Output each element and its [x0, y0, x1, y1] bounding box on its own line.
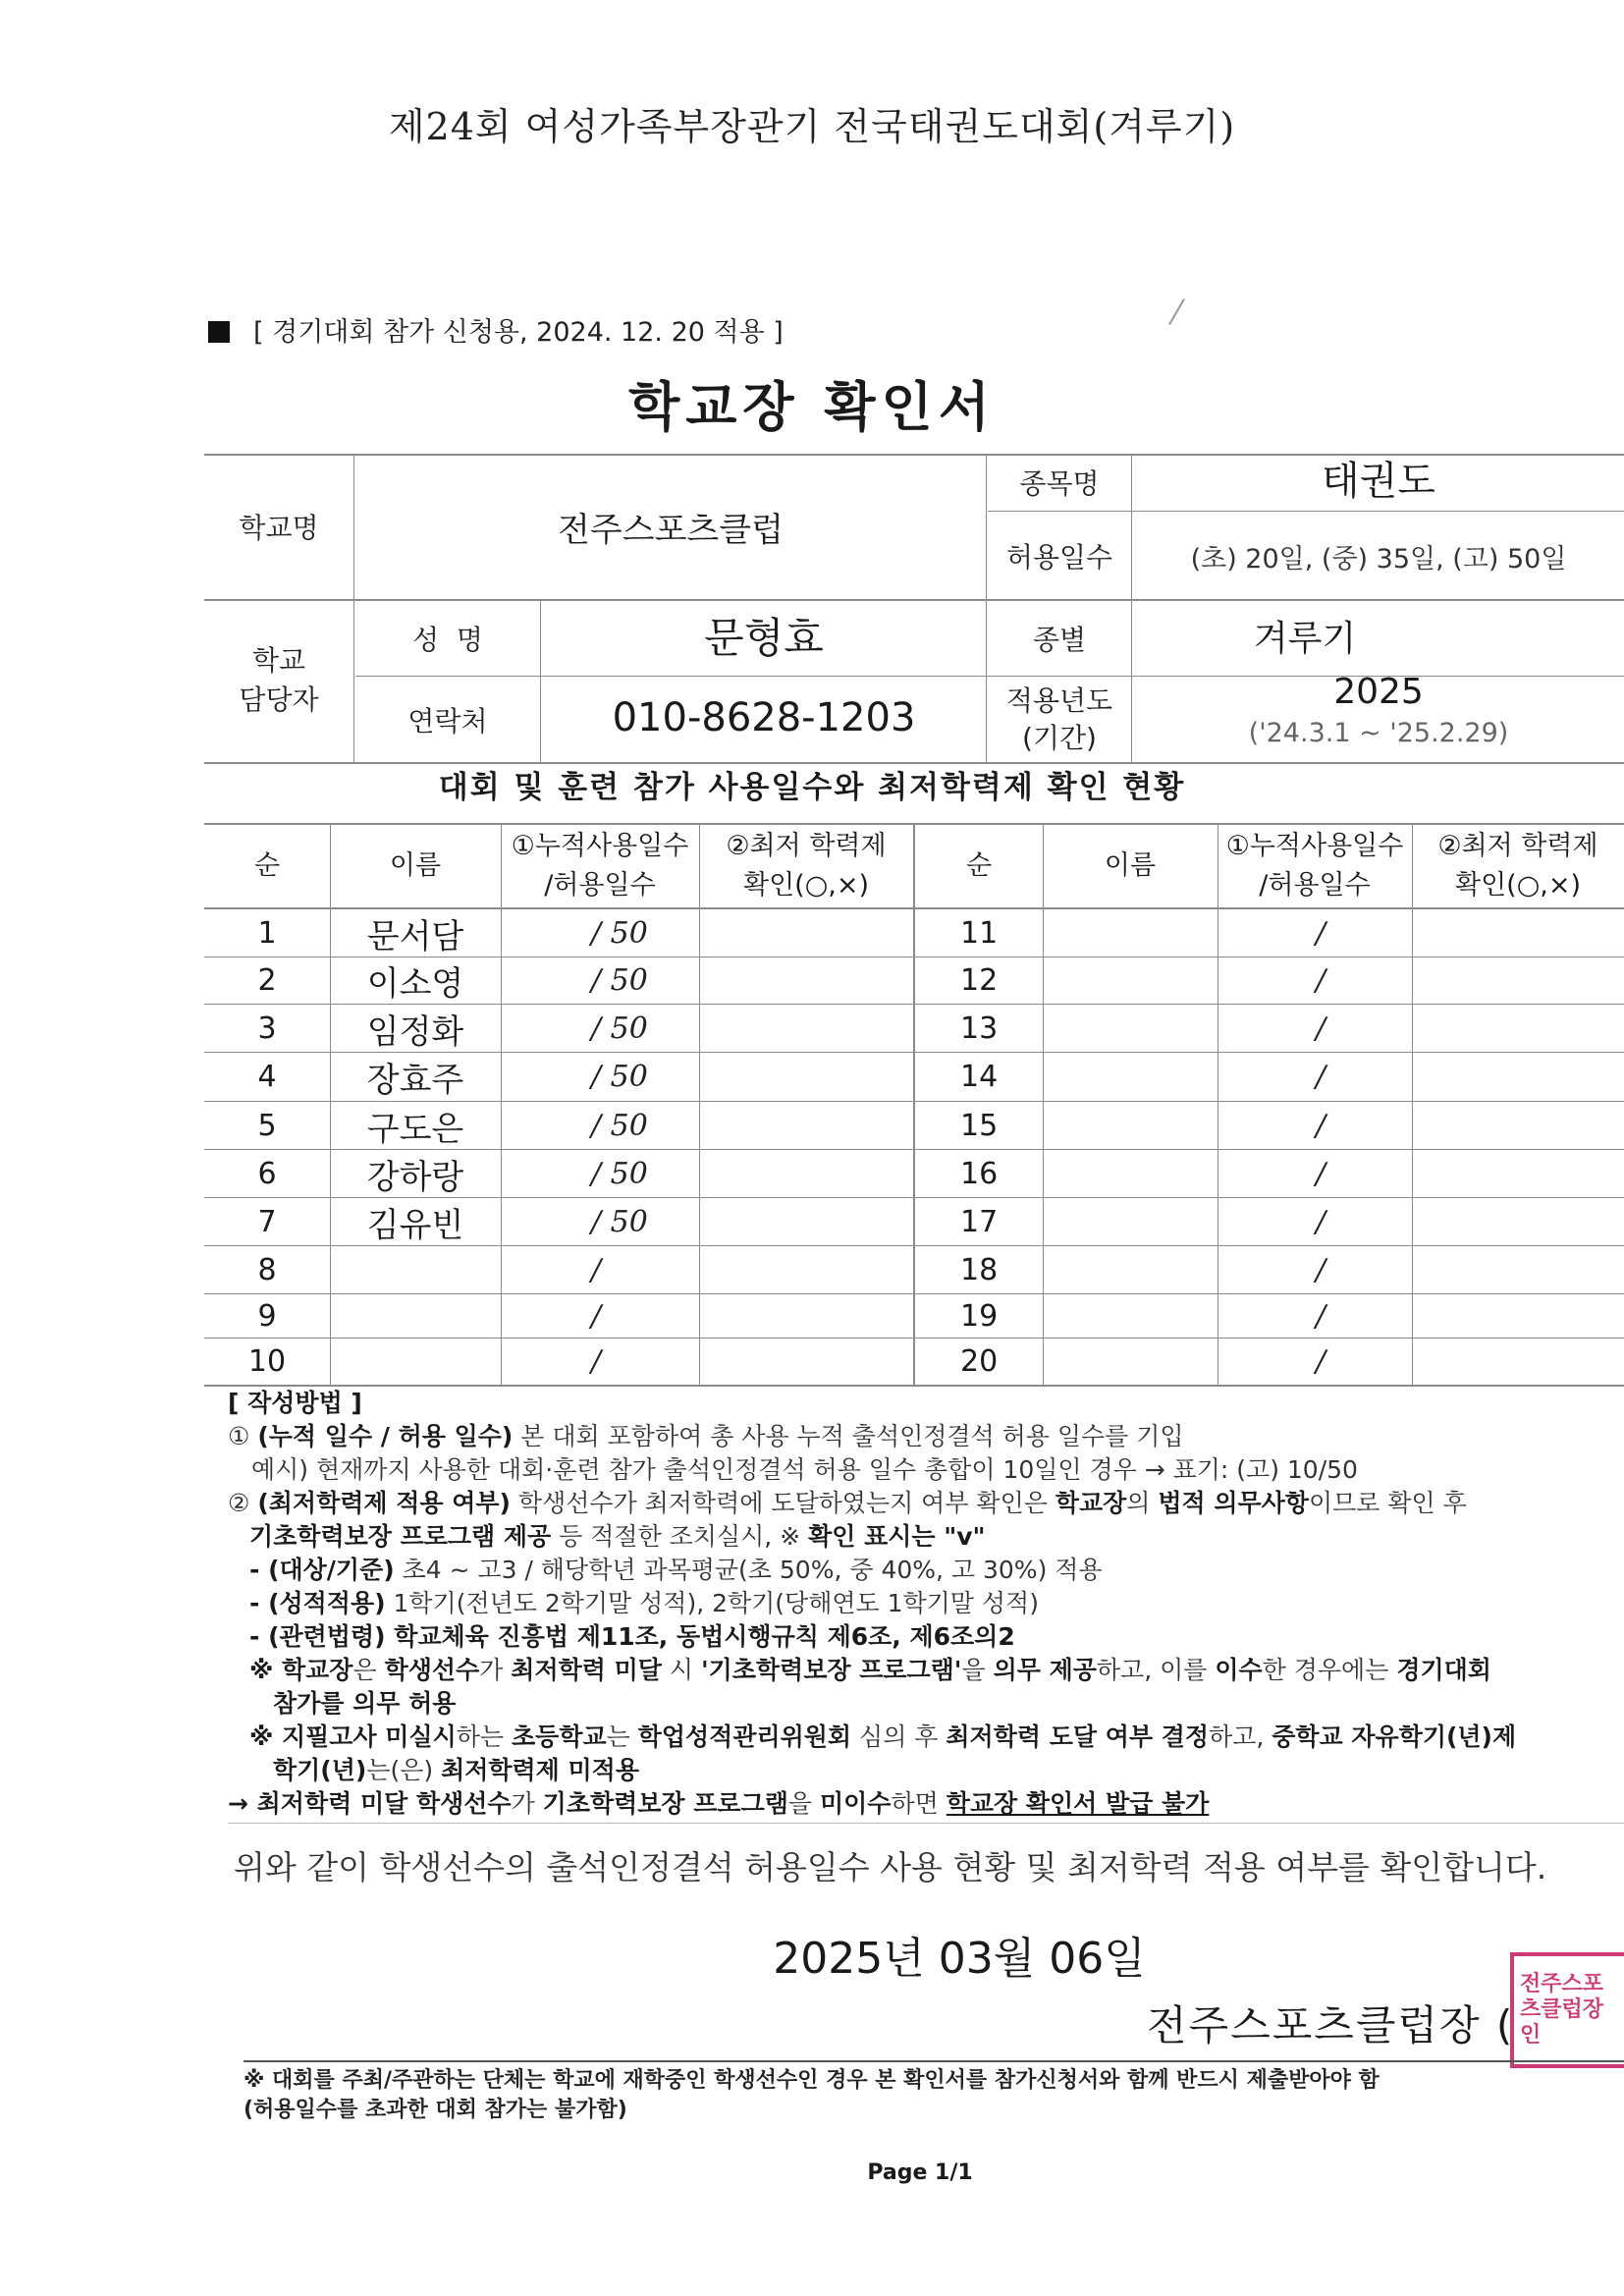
category-value: 겨루기: [1253, 618, 1357, 659]
header-check-left: [699, 825, 913, 907]
table-title: 대회 및 훈련 참가 사용일수와 최저학력제 확인 현황: [438, 770, 1186, 805]
row-number: 10: [247, 1344, 287, 1379]
square-bullet-icon: [208, 321, 230, 343]
days-used: / 50: [591, 1011, 648, 1046]
days-used: /: [1316, 915, 1326, 951]
contact-value: 010-8628-1203: [612, 695, 916, 740]
row-number: 17: [960, 1204, 999, 1239]
row-number: 16: [960, 1156, 999, 1191]
row-number: 1: [257, 915, 277, 951]
days-used: /: [1316, 1108, 1326, 1143]
days-used: / 50: [591, 1060, 648, 1094]
school-name-value: 전주스포츠클럽: [558, 510, 784, 550]
header-check-right-1: ②최저 학력제: [1437, 831, 1598, 861]
athlete-name: [1043, 957, 1218, 1004]
header-days-left-1: ①누적사용일수: [511, 831, 689, 861]
year-label-1: 적용년도: [1005, 684, 1113, 717]
row-number: 7: [257, 1204, 277, 1239]
instruction-line-5: - (대상/기준) 초4 ~ 고3 / 해당학년 과목평균(초 50%, 중 40%, 고 30%) 적용: [249, 1556, 1103, 1584]
athlete-name: [1043, 909, 1218, 957]
days-used: / 50: [591, 915, 648, 951]
days-used: /: [591, 1298, 602, 1334]
athlete-name: [330, 1246, 501, 1293]
header-days-left-2: /허용일수: [544, 870, 656, 901]
days-used: /: [1316, 1156, 1326, 1191]
instruction-line-9: 참가를 의무 허용: [273, 1689, 457, 1718]
header-check-left-1: ②최저 학력제: [726, 831, 887, 861]
instruction-line-4: 기초학력보장 프로그램 제공 등 적절한 조치실시, ※ 확인 표시는 "v": [249, 1522, 986, 1551]
header-check-left-2: 확인(○,×): [743, 870, 869, 901]
row-number: 5: [257, 1108, 277, 1143]
row-number: 18: [960, 1252, 999, 1287]
row-number: 3: [257, 1011, 277, 1046]
seal-text: 전주스포츠클럽장인: [1520, 1972, 1604, 2048]
footnote: [244, 2066, 1380, 2125]
footnote-line-2: (허용일수를 초과한 대회 참가는 불가함): [244, 2098, 627, 2122]
footnote-line-1: ※ 대회를 주최/주관하는 단체는 학교에 재학중인 학생선수인 경우 본 확인서를 참가신청서와 함께 반드시 제출받아야 함: [244, 2068, 1380, 2093]
row-number: 9: [257, 1298, 277, 1334]
row-number: 19: [960, 1298, 999, 1334]
header-days-right: [1218, 825, 1412, 907]
athlete-name: 김유빈: [366, 1205, 464, 1245]
athlete-name: [330, 1294, 501, 1338]
header-days-right-2: /허용일수: [1259, 870, 1371, 901]
days-used: / 50: [591, 963, 648, 998]
athlete-name: 장효주: [366, 1061, 464, 1100]
row-number: 11: [960, 915, 999, 951]
year-value: 2025: [1333, 672, 1424, 712]
pen-mark: [1168, 299, 1204, 336]
athlete-name: [1043, 1150, 1218, 1197]
athlete-name: 구도은: [366, 1109, 464, 1149]
days-used: /: [1316, 1252, 1326, 1287]
row-number: 2: [257, 963, 277, 998]
athlete-name: [1043, 1339, 1218, 1385]
official-seal: [1510, 1952, 1624, 2068]
athlete-name: [1043, 1053, 1218, 1101]
header-check-right: [1412, 825, 1624, 907]
school-manager-label-2: 담당자: [239, 683, 319, 716]
athlete-name: 문서담: [366, 916, 464, 957]
days-used: /: [1316, 963, 1326, 998]
document-title: 학교장 확인서: [628, 376, 996, 438]
days-used: /: [1316, 1060, 1326, 1094]
row-number: 15: [960, 1108, 999, 1143]
row-number: 14: [960, 1060, 999, 1094]
school-manager-label-1: 학교: [251, 644, 306, 677]
athlete-name: 이소영: [366, 964, 464, 1004]
row-number: 12: [960, 963, 999, 998]
athlete-name: [1043, 1005, 1218, 1052]
instruction-line-2: 예시) 현재까지 사용한 대회·훈련 참가 출석인정결석 허용 일수 총합이 10일인 경우 → 표기: (고) 10/50: [251, 1455, 1358, 1484]
athlete-name: [330, 1339, 501, 1385]
athlete-name: [1043, 1198, 1218, 1245]
school-manager-label: [204, 599, 353, 762]
days-used: /: [591, 1344, 602, 1379]
days-used: / 50: [591, 1156, 648, 1191]
year-value-group: [1133, 664, 1624, 762]
instruction-line-10: ※ 지필고사 미실시하는 초등학교는 학업성적관리위원회 심의 후 최저학력 도달 여부 결정하고, 중학교 자유학기(년)제: [249, 1722, 1517, 1751]
event-title: 제24회 여성가족부장관기 전국태권도대회(겨루기): [388, 105, 1236, 148]
header-days-left: [501, 825, 699, 907]
days-used: /: [591, 1252, 602, 1287]
application-note: [208, 310, 784, 349]
instruction-line-1: ① (누적 일수 / 허용 일수) 본 대회 포함하여 총 사용 누적 출석인정결석 허용 일수를 기입: [228, 1422, 1184, 1450]
sport-value: 태권도: [1322, 458, 1435, 504]
instruction-line-7: - (관련법령) 학교체육 진흥법 제11조, 동법시행규칙 제6조, 제6조의2: [249, 1622, 1015, 1651]
instruction-line-11: 학기(년)는(은) 최저학력제 미적용: [273, 1756, 639, 1784]
category-label: 종별: [1032, 624, 1087, 656]
instruction-line-12: → 최저학력 미달 학생선수가 기초학력보장 프로그램을 미이수하면 학교장 확인서 발급 불가: [228, 1789, 1210, 1818]
row-number: 6: [257, 1156, 277, 1191]
row-number: 4: [257, 1060, 277, 1094]
school-name-label: 학교명: [239, 512, 319, 544]
allowed-days-value: (초) 20일, (중) 35일, (고) 50일: [1190, 543, 1567, 574]
year-label-2: (기간): [1022, 722, 1097, 754]
header-no-left: 순: [253, 850, 281, 881]
contact-label: 연락처: [407, 705, 488, 738]
manager-name-label: 성 명: [412, 624, 483, 656]
instruction-line-3: ② (최저학력제 적용 여부) 학생선수가 최저학력에 도달하였는지 여부 확인은 학교장의 법적 의무사항이므로 확인 후: [228, 1489, 1467, 1517]
header-name-left: 이름: [389, 850, 442, 881]
instructions-heading: [ 작성방법 ]: [228, 1389, 362, 1417]
athlete-name: [1043, 1102, 1218, 1149]
athlete-name: 강하랑: [366, 1157, 464, 1197]
days-used: / 50: [591, 1108, 648, 1143]
row-number: 20: [960, 1344, 999, 1379]
athlete-name: [1043, 1294, 1218, 1338]
header-check-right-2: 확인(○,×): [1455, 870, 1581, 901]
instructions: [228, 1387, 1622, 1821]
signer-name: 전주스포츠클럽장 (: [1147, 2001, 1515, 2050]
year-period: ('24.3.1 ~ '25.2.29): [1248, 718, 1509, 748]
header-days-right-1: ①누적사용일수: [1225, 831, 1404, 861]
athlete-name: [1043, 1246, 1218, 1293]
sport-label: 종목명: [1019, 467, 1100, 500]
application-note-text: [ 경기대회 참가 신청용, 2024. 12. 20 적용 ]: [253, 317, 784, 348]
instruction-line-6: - (성적적용) 1학기(전년도 2학기말 성적), 2학기(당해연도 1학기말 성적): [249, 1589, 1039, 1617]
header-name-right: 이름: [1104, 850, 1157, 881]
days-used: /: [1316, 1011, 1326, 1046]
athlete-name: 임정화: [366, 1011, 464, 1052]
row-number: 13: [960, 1011, 999, 1046]
days-used: /: [1316, 1298, 1326, 1334]
manager-name-value: 문형효: [704, 614, 824, 662]
instruction-line-8: ※ 학교장은 학생선수가 최저학력 미달 시 '기초학력보장 프로그램'을 의무 제공하고, 이를 이수한 경우에는 경기대회: [249, 1656, 1491, 1684]
issue-date: 2025년 03월 06일: [773, 1934, 1146, 1984]
year-label: [988, 678, 1131, 762]
days-used: / 50: [591, 1204, 648, 1239]
days-used: /: [1316, 1204, 1326, 1239]
allowed-days-label: 허용일수: [1005, 541, 1113, 574]
days-used: /: [1316, 1344, 1326, 1379]
header-no-right: 순: [965, 850, 993, 881]
page-number: Page 1/1: [867, 2160, 973, 2185]
confirmation-statement: 위와 같이 학생선수의 출석인정결석 허용일수 사용 현황 및 최저학력 적용 여부를 확인합니다.: [234, 1848, 1547, 1886]
row-number: 8: [257, 1252, 277, 1287]
